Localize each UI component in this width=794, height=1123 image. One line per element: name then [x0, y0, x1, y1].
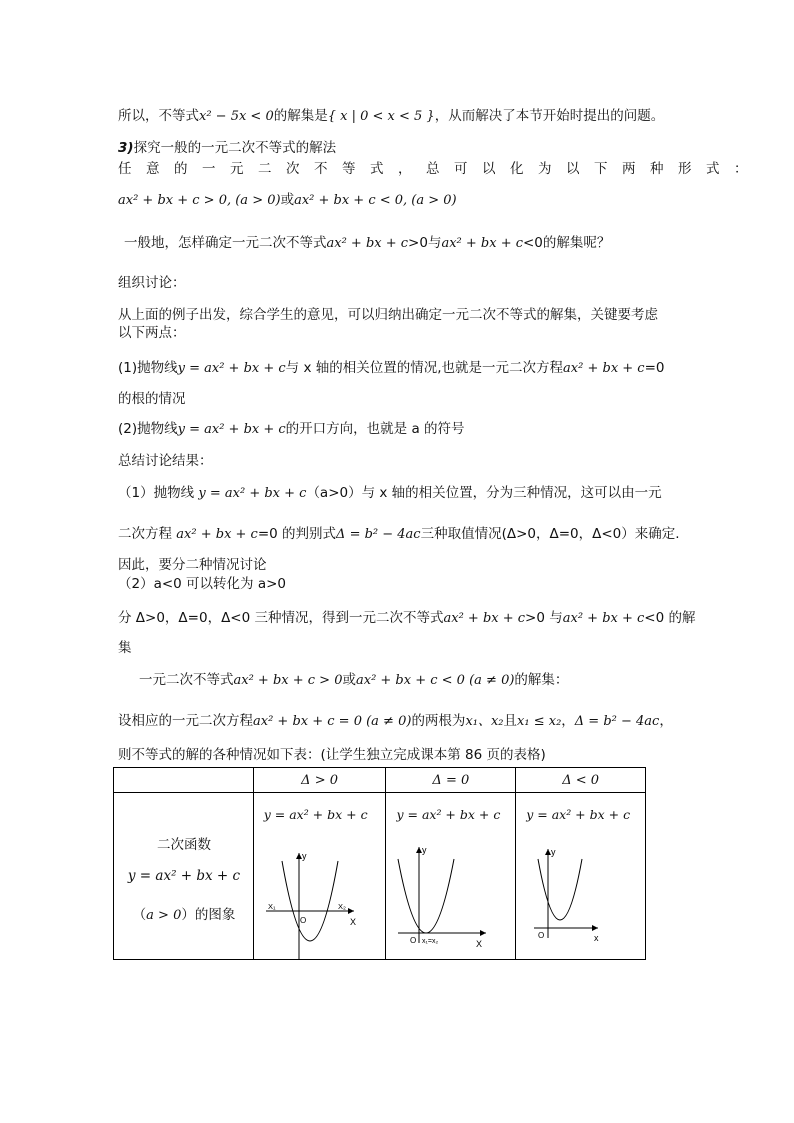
question-math-2: ax² + bx + c	[441, 236, 523, 251]
row-label-3-m: a > 0	[146, 908, 182, 923]
graph-2-origin: O	[410, 936, 417, 945]
question-text-b: >0与	[408, 235, 442, 251]
parabola-graph-2	[386, 793, 516, 959]
sol-text-d: 的两根为	[411, 713, 466, 729]
discussion-para-cont: 以下两点：	[118, 325, 186, 341]
sol-math-2: ax² + bx + c < 0 (a ≠ 0)	[355, 673, 515, 688]
summary-heading: 总结讨论结果：	[118, 453, 213, 469]
s1-math: y = ax² + bx + c	[198, 486, 307, 501]
graph-3-parabola	[538, 859, 582, 920]
solution-line-2	[118, 712, 673, 731]
sol-math-4: x₁、x₂	[465, 714, 504, 729]
graph-2-func: y = ax² + bx + c	[396, 807, 501, 822]
graph-3-x-label: x	[594, 933, 599, 943]
sol-text-c: 设相应的一元二次方程	[118, 713, 253, 729]
solution-line-3: 则不等式的解的各种情况如下表：(让学生独立完成课本第 86 页的表格)	[118, 747, 546, 763]
discussion-para: 从上面的例子出发，综合学生的意见，可以归纳出确定一元二次不等式的解集，关键要考虑	[118, 307, 658, 323]
row-label-2: y = ax² + bx + c	[127, 868, 241, 884]
intro-text-c: ，从而解决了本节开始时提出的问题。	[434, 108, 665, 124]
s5-text-c: <0 的解	[644, 610, 696, 626]
summary-2	[118, 525, 680, 544]
p1-text-a: (1)抛物线	[118, 360, 178, 376]
graph-1-parabola	[282, 861, 338, 941]
graph-3-x-arrow	[592, 925, 598, 931]
sol-text-e: 且	[503, 713, 518, 729]
graph-cell-delta-zero	[386, 793, 516, 960]
graph-2-y-label: y	[422, 845, 427, 855]
s5-math: ax² + bx + c	[443, 611, 526, 626]
section-heading	[118, 139, 336, 157]
question-text-a: 一般地，怎样确定一元二次不等式	[124, 235, 327, 251]
graph-cell-delta-neg	[516, 793, 646, 960]
sol-or: 或	[342, 672, 356, 688]
p1-text-c: =0	[644, 360, 665, 376]
point-1-cont: 的根的情况	[118, 391, 186, 407]
graph-2-x-arrow	[480, 930, 486, 936]
forms-or: 或	[280, 192, 295, 208]
question-line	[124, 234, 610, 253]
table-header-delta-pos: Δ > 0	[253, 768, 386, 793]
s2-math: ax² + bx + c	[176, 527, 258, 542]
graph-3-func: y = ax² + bx + c	[526, 807, 631, 822]
row-label-1: 二次函数	[157, 837, 211, 853]
s1-text-a: （1）抛物线	[118, 485, 195, 501]
section-title: 探究一般的一元二次不等式的解法	[133, 140, 337, 156]
p2-text-a: (2)抛物线	[118, 421, 178, 437]
parabola-graph-1	[254, 793, 387, 959]
form-a: ax² + bx + c > 0, (a > 0)	[118, 193, 281, 208]
s5-text-b: >0 与	[525, 610, 563, 626]
section-number: 3)	[118, 140, 134, 156]
s5-math-2: ax² + bx + c	[562, 611, 645, 626]
summary-3: 因此，要分二种情况讨论	[118, 557, 267, 573]
graph-1-x-arrow	[348, 908, 354, 914]
sol-text-b: 的解集：	[514, 672, 569, 688]
sol-math-3: ax² + bx + c = 0 (a ≠ 0)	[253, 714, 412, 729]
graph-2-x12: x₁=x₂	[422, 938, 439, 945]
table-header-row	[114, 768, 646, 793]
s2-text-a: 二次方程	[118, 526, 172, 542]
table-header-delta-neg: Δ < 0	[516, 768, 646, 793]
row-label-3-b: ）的图象	[181, 907, 236, 923]
summary-4: （2）a<0 可以转化为 a>0	[118, 576, 287, 592]
summary-1	[118, 484, 662, 503]
s2-text-c: 三种取值情况(Δ>0，Δ=0，Δ<0）来确定.	[420, 526, 680, 542]
s5-text-a: 分 Δ>0，Δ=0，Δ<0 三种情况，得到一元二次不等式	[118, 610, 444, 626]
s2-math-2: Δ = b² − 4ac	[336, 527, 421, 542]
forms-line	[118, 191, 457, 210]
discussion-heading: 组织讨论：	[118, 275, 186, 291]
form-b: ax² + bx + c < 0, (a > 0)	[294, 193, 457, 208]
intro-text-a: 所以，不等式	[118, 108, 199, 124]
graph-1-x-label: X	[349, 917, 356, 927]
sol-text-g: ，	[659, 713, 673, 729]
graph-2-parabola	[398, 859, 454, 933]
p2-math: y = ax² + bx + c	[177, 422, 286, 437]
point-2	[118, 420, 465, 439]
p1-text-b: 与 x 轴的相关位置的情况,也就是一元二次方程	[285, 360, 564, 376]
row-label-3	[114, 903, 254, 923]
graph-1-func: y = ax² + bx + c	[263, 807, 368, 822]
solution-line-1	[139, 671, 568, 690]
graph-1-y-label: y	[301, 851, 307, 861]
intro-set: { x | 0 < x < 5 }	[327, 109, 435, 124]
sol-math-5: x₁ ≤ x₂	[517, 714, 562, 729]
table-row	[114, 793, 646, 960]
graph-cell-delta-pos	[253, 793, 386, 960]
graph-3-origin: O	[538, 931, 545, 940]
graph-2-x-label: X	[476, 939, 483, 949]
intro-text-b: 的解集是	[273, 108, 328, 124]
graph-1-origin: O	[299, 916, 306, 925]
p1-math: y = ax² + bx + c	[177, 361, 286, 376]
s2-text-b: =0 的判别式	[257, 526, 337, 542]
p2-text-b: 的开口方向，也就是 a 的符号	[285, 421, 465, 437]
question-math-1: ax² + bx + c	[326, 236, 409, 251]
s1-text-b: （a>0）与 x 轴的相关位置，分为三种情况，这可以由一元	[306, 485, 662, 501]
intro-math: x² − 5x < 0	[199, 109, 274, 124]
summary-5	[118, 609, 696, 628]
solution-table	[113, 767, 646, 960]
table-header-delta-zero: Δ = 0	[386, 768, 516, 793]
graph-1-x2: X₂	[337, 902, 346, 911]
p1-math-2: ax² + bx + c	[563, 361, 645, 376]
sol-math-1: ax² + bx + c > 0	[233, 673, 343, 688]
section-justified-line: 任意的一元二次不等式，总可以化为以下两种形式：	[118, 161, 762, 177]
sol-text-f: ，	[561, 713, 575, 729]
table-header-empty	[114, 768, 254, 793]
point-1	[118, 359, 665, 378]
row-label-3-a: （	[132, 907, 147, 923]
intro-line	[118, 107, 664, 126]
graph-1-x1: X₁	[267, 902, 276, 911]
question-text-c: <0的解集呢？	[523, 235, 611, 251]
summary-6: 集	[118, 640, 132, 656]
sol-text-a: 一元二次不等式	[139, 672, 234, 688]
parabola-graph-3	[516, 793, 646, 959]
graph-3-y-label: y	[551, 847, 556, 857]
sol-math-6: Δ = b² − 4ac	[574, 714, 660, 729]
row-label-cell	[114, 793, 254, 960]
